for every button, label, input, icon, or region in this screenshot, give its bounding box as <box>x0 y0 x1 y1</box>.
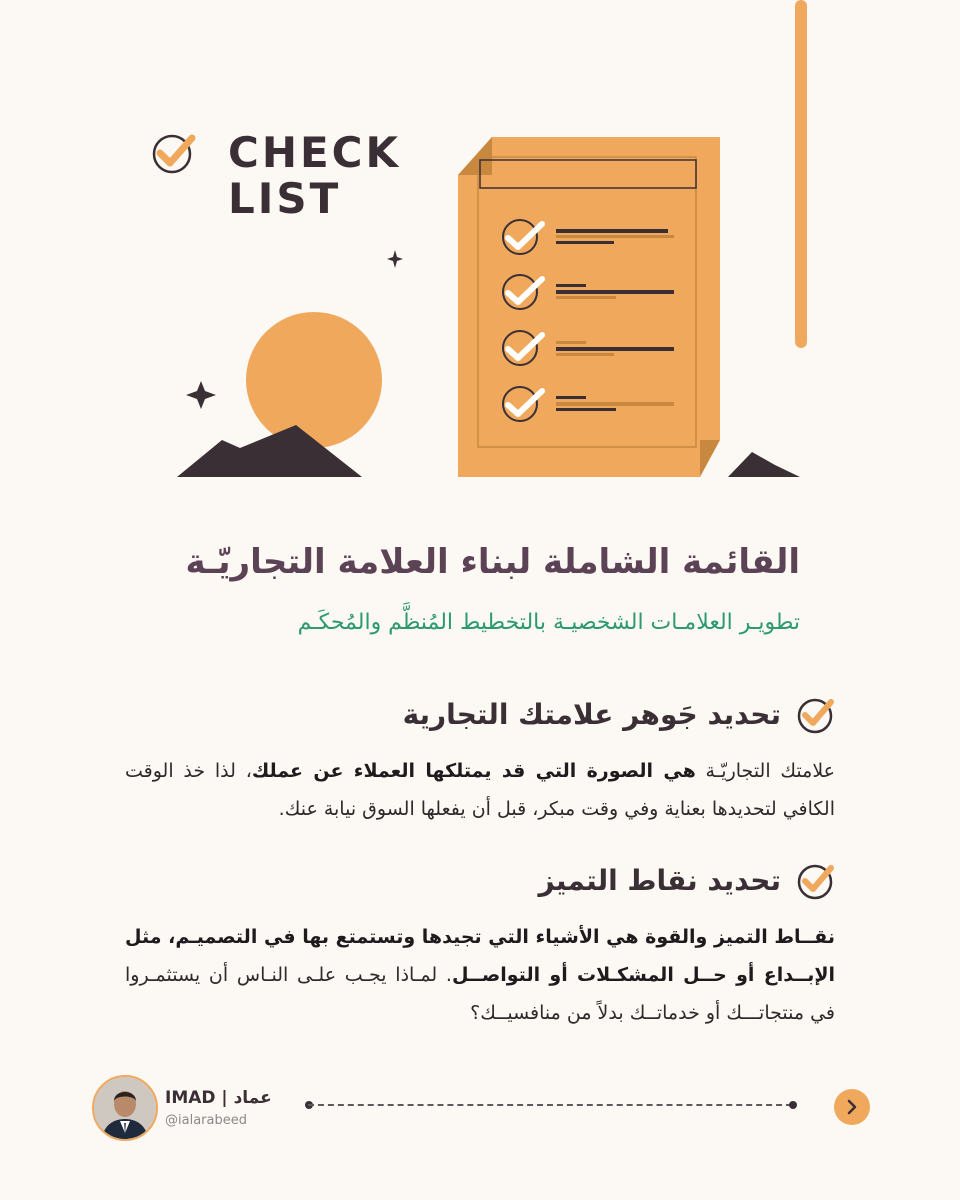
avatar-portrait <box>94 1077 156 1139</box>
body-text: ، لذا خذ الوقت الكافي لتحديدها بعناية وفي وقت مبكر، قبل أن يفعلها السوق نيابة عنك. <box>125 760 835 820</box>
chevron-right-icon <box>844 1099 860 1115</box>
section-title: تحديد جَوهر علامتك التجارية <box>402 697 781 731</box>
divider-line <box>308 1104 792 1106</box>
sun-shape <box>246 312 382 448</box>
avatar <box>92 1075 158 1141</box>
author-handle: @ialarabeed <box>165 1113 247 1128</box>
checklist-document <box>458 137 720 477</box>
mountain-shape <box>728 452 800 477</box>
vertical-bar <box>795 0 807 348</box>
check-circle-icon <box>795 694 835 734</box>
checklist-label-line2: LIST <box>228 174 342 223</box>
next-button[interactable] <box>834 1089 870 1125</box>
author-name: IMAD | عماد <box>165 1088 272 1108</box>
section-header <box>125 694 835 734</box>
check-circle-icon <box>154 136 192 172</box>
section-body <box>125 918 835 1032</box>
body-text-bold: هي الصورة التي قد يمتلكها العملاء عن عملك <box>251 760 696 782</box>
section-title: تحديد نقاط التميز <box>538 863 781 897</box>
body-text-bold: نقــاط التميز والقوة هي الأشياء التي تجيدها وتستمتع بها في التصميـم، مثل الإبــداع أو حــل المشكـلات أو التواصــل <box>125 926 835 986</box>
page-title: القائمة الشاملة لبناء العلامة التجاريّـة <box>185 542 800 582</box>
body-text: . لمـاذا يجـب علـى النـاس أن يستثمـروا في منتجاتـــك أو خدماتــك بدلاً من منافسيــك؟ <box>125 964 835 1024</box>
checklist-label-line1: CHECK <box>228 128 402 177</box>
section-strengths <box>125 860 835 1032</box>
section-body <box>125 752 835 828</box>
sparkle-icon <box>387 250 403 268</box>
section-brand-essence <box>125 694 835 828</box>
check-circle-icon <box>795 860 835 900</box>
page-subtitle: تطويـر العلامـات الشخصيـة بالتخطيط المُنظَّم والمُحكَـم <box>297 610 800 635</box>
checklist-label <box>228 130 401 222</box>
body-text: علامتك التجاريّـة <box>695 760 836 782</box>
divider-dot <box>789 1101 797 1109</box>
section-header <box>125 860 835 900</box>
sparkle-icon <box>186 381 216 409</box>
checklist-illustration <box>0 0 960 520</box>
